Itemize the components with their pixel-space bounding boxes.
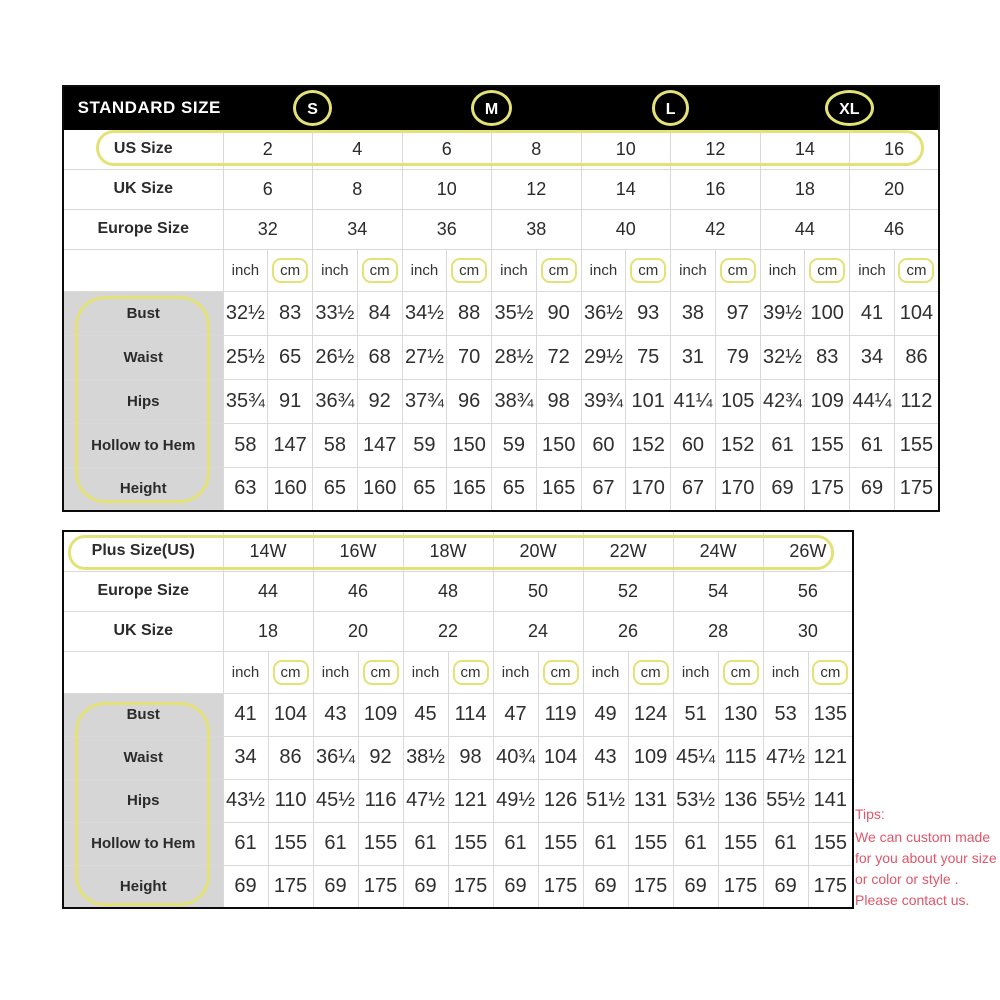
- measure-cell: 38: [671, 291, 716, 335]
- cm-highlight: cm: [272, 258, 308, 283]
- measure-cell: 35¾: [223, 379, 268, 423]
- size-badge-s-oval: S: [293, 90, 332, 126]
- measure-cell: 51: [673, 693, 718, 736]
- measure-cell: 83: [805, 335, 850, 379]
- cm-cell: [536, 249, 581, 291]
- measure-label: Hips: [63, 379, 223, 423]
- size-cell: 10: [402, 169, 492, 209]
- size-cell: 24: [493, 611, 583, 651]
- cm-highlight: cm: [720, 258, 756, 283]
- measure-cell: 69: [223, 865, 268, 908]
- measure-cell: 25½: [223, 335, 268, 379]
- inch-cell: inch: [223, 249, 268, 291]
- size-cell: 26: [583, 611, 673, 651]
- cm-cell: [358, 651, 403, 693]
- measure-cell: 65: [268, 335, 313, 379]
- cm-cell: [448, 651, 493, 693]
- inch-cell: inch: [492, 249, 537, 291]
- measure-cell: 43½: [223, 779, 268, 822]
- inch-cell: inch: [402, 249, 447, 291]
- measure-cell: 86: [268, 736, 313, 779]
- measure-cell: 83: [268, 291, 313, 335]
- cm-highlight: cm: [898, 258, 934, 283]
- measure-cell: 45½: [313, 779, 358, 822]
- size-cell: 18: [223, 611, 313, 651]
- size-row-label: Plus Size(US): [63, 531, 223, 571]
- measure-cell: 104: [894, 291, 939, 335]
- cm-highlight: cm: [362, 258, 398, 283]
- cm-cell: [715, 249, 760, 291]
- size-cell: 50: [493, 571, 583, 611]
- size-cell: 14: [760, 129, 850, 169]
- measure-cell: 32½: [223, 291, 268, 335]
- measure-cell: 27½: [402, 335, 447, 379]
- cm-highlight: cm: [630, 258, 666, 283]
- size-cell: 36: [402, 209, 492, 249]
- measure-cell: 61: [403, 822, 448, 865]
- measure-cell: 131: [628, 779, 673, 822]
- measure-row: [63, 779, 853, 822]
- cm-highlight: cm: [453, 660, 489, 685]
- size-cell: 28: [673, 611, 763, 651]
- measure-cell: 69: [763, 865, 808, 908]
- standard-size-table-wrap: [62, 85, 938, 512]
- measure-cell: 152: [626, 423, 671, 467]
- inch-cell: inch: [673, 651, 718, 693]
- units-row-label: [63, 249, 223, 291]
- measure-cell: 175: [894, 467, 939, 511]
- measure-cell: 37¾: [402, 379, 447, 423]
- measure-cell: 69: [760, 467, 805, 511]
- measure-cell: 35½: [492, 291, 537, 335]
- measure-cell: 69: [673, 865, 718, 908]
- inch-cell: inch: [671, 249, 716, 291]
- measure-cell: 36¼: [313, 736, 358, 779]
- size-cell: 34: [313, 209, 403, 249]
- measure-cell: 109: [805, 379, 850, 423]
- size-cell: 30: [763, 611, 853, 651]
- size-cell: 8: [492, 129, 582, 169]
- size-cell: 48: [403, 571, 493, 611]
- size-cell: 16W: [313, 531, 403, 571]
- measure-cell: 155: [805, 423, 850, 467]
- size-cell: 12: [492, 169, 582, 209]
- measure-row: [63, 865, 853, 908]
- size-cell: 26W: [763, 531, 853, 571]
- tips-line: or color or style .: [855, 871, 959, 887]
- measure-cell: 68: [357, 335, 402, 379]
- measure-cell: 34½: [402, 291, 447, 335]
- inch-cell: inch: [313, 651, 358, 693]
- measure-cell: 155: [628, 822, 673, 865]
- tips-heading: Tips:: [855, 806, 885, 822]
- cm-highlight: cm: [451, 258, 487, 283]
- measure-cell: 42¾: [760, 379, 805, 423]
- measure-row: [63, 693, 853, 736]
- cm-highlight: cm: [273, 660, 309, 685]
- measure-cell: 65: [402, 467, 447, 511]
- measure-cell: 61: [763, 822, 808, 865]
- measure-cell: 29½: [581, 335, 626, 379]
- measure-cell: 41: [223, 693, 268, 736]
- cm-cell: [447, 249, 492, 291]
- measure-cell: 104: [538, 736, 583, 779]
- measure-cell: 165: [536, 467, 581, 511]
- cm-highlight: cm: [812, 660, 848, 685]
- measure-cell: 43: [313, 693, 358, 736]
- size-cell: 54: [673, 571, 763, 611]
- measure-cell: 175: [358, 865, 403, 908]
- measure-cell: 175: [268, 865, 313, 908]
- measure-cell: 70: [447, 335, 492, 379]
- size-cell: 10: [581, 129, 671, 169]
- measure-cell: 135: [808, 693, 853, 736]
- measure-cell: 61: [850, 423, 895, 467]
- size-row: [63, 209, 939, 249]
- size-cell: 14W: [223, 531, 313, 571]
- measure-cell: 65: [313, 467, 358, 511]
- units-row: [63, 651, 853, 693]
- size-row-label: US Size: [63, 129, 223, 169]
- measure-cell: 69: [313, 865, 358, 908]
- cm-highlight: cm: [363, 660, 399, 685]
- size-cell: 44: [760, 209, 850, 249]
- measure-row: [63, 423, 939, 467]
- measure-label: Hips: [63, 779, 223, 822]
- measure-cell: 101: [626, 379, 671, 423]
- size-badge-l-oval: L: [652, 90, 690, 126]
- inch-cell: inch: [760, 249, 805, 291]
- measure-cell: 65: [492, 467, 537, 511]
- measure-cell: 150: [536, 423, 581, 467]
- measure-cell: 92: [357, 379, 402, 423]
- measure-cell: 26½: [313, 335, 358, 379]
- inch-cell: inch: [223, 651, 268, 693]
- measure-cell: 116: [358, 779, 403, 822]
- cm-cell: [628, 651, 673, 693]
- measure-cell: 175: [538, 865, 583, 908]
- measure-cell: 90: [536, 291, 581, 335]
- measure-cell: 69: [583, 865, 628, 908]
- measure-row: [63, 822, 853, 865]
- tips-line: We can custom made: [855, 829, 991, 845]
- inch-cell: inch: [581, 249, 626, 291]
- size-cell: 40: [581, 209, 671, 249]
- measure-cell: 61: [493, 822, 538, 865]
- size-group-cell: [402, 86, 581, 129]
- size-cell: 14: [581, 169, 671, 209]
- size-group-cell: [760, 86, 939, 129]
- size-cell: 6: [223, 169, 313, 209]
- size-badge-m-oval: M: [471, 90, 512, 126]
- size-cell: 8: [313, 169, 403, 209]
- measure-cell: 165: [447, 467, 492, 511]
- size-cell: 42: [671, 209, 761, 249]
- size-cell: 20: [313, 611, 403, 651]
- measure-cell: 39¾: [581, 379, 626, 423]
- measure-cell: 155: [538, 822, 583, 865]
- measure-cell: 126: [538, 779, 583, 822]
- measure-cell: 155: [268, 822, 313, 865]
- cm-highlight: cm: [723, 660, 759, 685]
- measure-cell: 63: [223, 467, 268, 511]
- measure-cell: 49: [583, 693, 628, 736]
- table-title: STANDARD SIZE: [63, 86, 223, 129]
- measure-cell: 61: [673, 822, 718, 865]
- measure-cell: 58: [223, 423, 268, 467]
- measure-cell: 155: [358, 822, 403, 865]
- cm-cell: [268, 651, 313, 693]
- measure-cell: 72: [536, 335, 581, 379]
- measure-row: [63, 335, 939, 379]
- measure-cell: 60: [581, 423, 626, 467]
- measure-cell: 119: [538, 693, 583, 736]
- size-group-cell: [223, 86, 402, 129]
- measure-label: Waist: [63, 736, 223, 779]
- measure-cell: 130: [718, 693, 763, 736]
- measure-cell: 115: [718, 736, 763, 779]
- measure-cell: 98: [536, 379, 581, 423]
- measure-cell: 109: [358, 693, 403, 736]
- measure-cell: 55½: [763, 779, 808, 822]
- size-cell: 32: [223, 209, 313, 249]
- size-cell: 18: [760, 169, 850, 209]
- cm-cell: [808, 651, 853, 693]
- inch-cell: inch: [493, 651, 538, 693]
- measure-cell: 38½: [403, 736, 448, 779]
- measure-row: [63, 467, 939, 511]
- standard_table-table: [62, 85, 940, 512]
- measure-cell: 155: [448, 822, 493, 865]
- measure-cell: 104: [268, 693, 313, 736]
- measure-cell: 53: [763, 693, 808, 736]
- size-cell: 2: [223, 129, 313, 169]
- measure-cell: 124: [628, 693, 673, 736]
- measure-cell: 136: [718, 779, 763, 822]
- size-cell: 56: [763, 571, 853, 611]
- size-row: [63, 611, 853, 651]
- measure-cell: 96: [447, 379, 492, 423]
- inch-cell: inch: [850, 249, 895, 291]
- size-row-label: UK Size: [63, 169, 223, 209]
- measure-cell: 88: [447, 291, 492, 335]
- measure-cell: 105: [715, 379, 760, 423]
- cm-highlight: cm: [809, 258, 845, 283]
- size-cell: 20W: [493, 531, 583, 571]
- units-row: [63, 249, 939, 291]
- measure-cell: 69: [493, 865, 538, 908]
- measure-cell: 61: [223, 822, 268, 865]
- measure-cell: 33½: [313, 291, 358, 335]
- size-row: [63, 169, 939, 209]
- size-cell: 20: [850, 169, 940, 209]
- measure-cell: 160: [268, 467, 313, 511]
- measure-cell: 45: [403, 693, 448, 736]
- measure-cell: 51½: [583, 779, 628, 822]
- measure-cell: 49½: [493, 779, 538, 822]
- measure-label: Hollow to Hem: [63, 423, 223, 467]
- measure-cell: 175: [718, 865, 763, 908]
- measure-cell: 36¾: [313, 379, 358, 423]
- measure-cell: 98: [448, 736, 493, 779]
- measure-cell: 160: [357, 467, 402, 511]
- measure-cell: 69: [850, 467, 895, 511]
- measure-row: [63, 291, 939, 335]
- size-row-label: Europe Size: [63, 209, 223, 249]
- measure-cell: 141: [808, 779, 853, 822]
- measure-cell: 59: [402, 423, 447, 467]
- measure-cell: 53½: [673, 779, 718, 822]
- measure-cell: 110: [268, 779, 313, 822]
- cm-highlight: cm: [541, 258, 577, 283]
- plus-size-table-wrap: [62, 530, 852, 909]
- size-cell: 46: [313, 571, 403, 611]
- size-row: [63, 531, 853, 571]
- measure-cell: 41¼: [671, 379, 716, 423]
- size-row: [63, 129, 939, 169]
- measure-cell: 121: [448, 779, 493, 822]
- measure-cell: 155: [718, 822, 763, 865]
- cm-cell: [894, 249, 939, 291]
- measure-cell: 100: [805, 291, 850, 335]
- size-cell: 52: [583, 571, 673, 611]
- measure-cell: 47: [493, 693, 538, 736]
- size-cell: 18W: [403, 531, 493, 571]
- measure-cell: 34: [223, 736, 268, 779]
- size-cell: 38: [492, 209, 582, 249]
- size-cell: 24W: [673, 531, 763, 571]
- measure-cell: 39½: [760, 291, 805, 335]
- measure-cell: 175: [448, 865, 493, 908]
- measure-cell: 47½: [763, 736, 808, 779]
- measure-cell: 61: [760, 423, 805, 467]
- inch-cell: inch: [403, 651, 448, 693]
- measure-cell: 114: [448, 693, 493, 736]
- size-cell: 6: [402, 129, 492, 169]
- measure-cell: 112: [894, 379, 939, 423]
- tips-note: [855, 804, 1000, 911]
- measure-label: Height: [63, 865, 223, 908]
- measure-cell: 121: [808, 736, 853, 779]
- measure-label: Waist: [63, 335, 223, 379]
- cm-cell: [718, 651, 763, 693]
- measure-cell: 109: [628, 736, 673, 779]
- measure-cell: 34: [850, 335, 895, 379]
- measure-cell: 43: [583, 736, 628, 779]
- measure-cell: 75: [626, 335, 671, 379]
- cm-cell: [538, 651, 583, 693]
- cm-cell: [626, 249, 671, 291]
- inch-cell: inch: [583, 651, 628, 693]
- measure-cell: 61: [583, 822, 628, 865]
- tips-line: for you about your size: [855, 850, 997, 866]
- size-row-label: Europe Size: [63, 571, 223, 611]
- size-cell: 4: [313, 129, 403, 169]
- size-cell: 12: [671, 129, 761, 169]
- measure-cell: 147: [268, 423, 313, 467]
- measure-cell: 170: [626, 467, 671, 511]
- measure-cell: 38¾: [492, 379, 537, 423]
- size-cell: 44: [223, 571, 313, 611]
- measure-cell: 175: [805, 467, 850, 511]
- measure-cell: 59: [492, 423, 537, 467]
- cm-highlight: cm: [633, 660, 669, 685]
- table-header-row: [63, 86, 939, 129]
- measure-cell: 152: [715, 423, 760, 467]
- measure-cell: 28½: [492, 335, 537, 379]
- measure-cell: 44¼: [850, 379, 895, 423]
- measure-cell: 61: [313, 822, 358, 865]
- cm-cell: [357, 249, 402, 291]
- cm-cell: [805, 249, 850, 291]
- size-row: [63, 571, 853, 611]
- measure-cell: 32½: [760, 335, 805, 379]
- measure-cell: 170: [715, 467, 760, 511]
- measure-cell: 69: [403, 865, 448, 908]
- measure-cell: 147: [357, 423, 402, 467]
- measure-cell: 92: [358, 736, 403, 779]
- size-row-label: UK Size: [63, 611, 223, 651]
- inch-cell: inch: [313, 249, 358, 291]
- inch-cell: inch: [763, 651, 808, 693]
- measure-cell: 47½: [403, 779, 448, 822]
- size-cell: 16: [850, 129, 940, 169]
- measure-cell: 175: [808, 865, 853, 908]
- measure-cell: 93: [626, 291, 671, 335]
- measure-cell: 84: [357, 291, 402, 335]
- measure-cell: 155: [808, 822, 853, 865]
- plus_table-table: [62, 530, 854, 909]
- size-cell: 22W: [583, 531, 673, 571]
- measure-cell: 79: [715, 335, 760, 379]
- units-row-label: [63, 651, 223, 693]
- measure-label: Height: [63, 467, 223, 511]
- tips-line: Please contact us.: [855, 892, 970, 908]
- measure-cell: 36½: [581, 291, 626, 335]
- size-cell: 22: [403, 611, 493, 651]
- measure-cell: 86: [894, 335, 939, 379]
- size-group-cell: [581, 86, 760, 129]
- cm-highlight: cm: [543, 660, 579, 685]
- measure-cell: 175: [628, 865, 673, 908]
- measure-cell: 91: [268, 379, 313, 423]
- measure-label: Bust: [63, 291, 223, 335]
- measure-label: Bust: [63, 693, 223, 736]
- measure-cell: 67: [671, 467, 716, 511]
- size-cell: 16: [671, 169, 761, 209]
- measure-cell: 150: [447, 423, 492, 467]
- measure-cell: 41: [850, 291, 895, 335]
- measure-cell: 60: [671, 423, 716, 467]
- measure-cell: 45¼: [673, 736, 718, 779]
- measure-cell: 97: [715, 291, 760, 335]
- measure-cell: 31: [671, 335, 716, 379]
- measure-cell: 155: [894, 423, 939, 467]
- measure-row: [63, 736, 853, 779]
- measure-label: Hollow to Hem: [63, 822, 223, 865]
- measure-cell: 58: [313, 423, 358, 467]
- measure-cell: 67: [581, 467, 626, 511]
- measure-row: [63, 379, 939, 423]
- measure-cell: 40¾: [493, 736, 538, 779]
- size-badge-xl-oval: XL: [825, 90, 873, 126]
- cm-cell: [268, 249, 313, 291]
- size-cell: 46: [850, 209, 940, 249]
